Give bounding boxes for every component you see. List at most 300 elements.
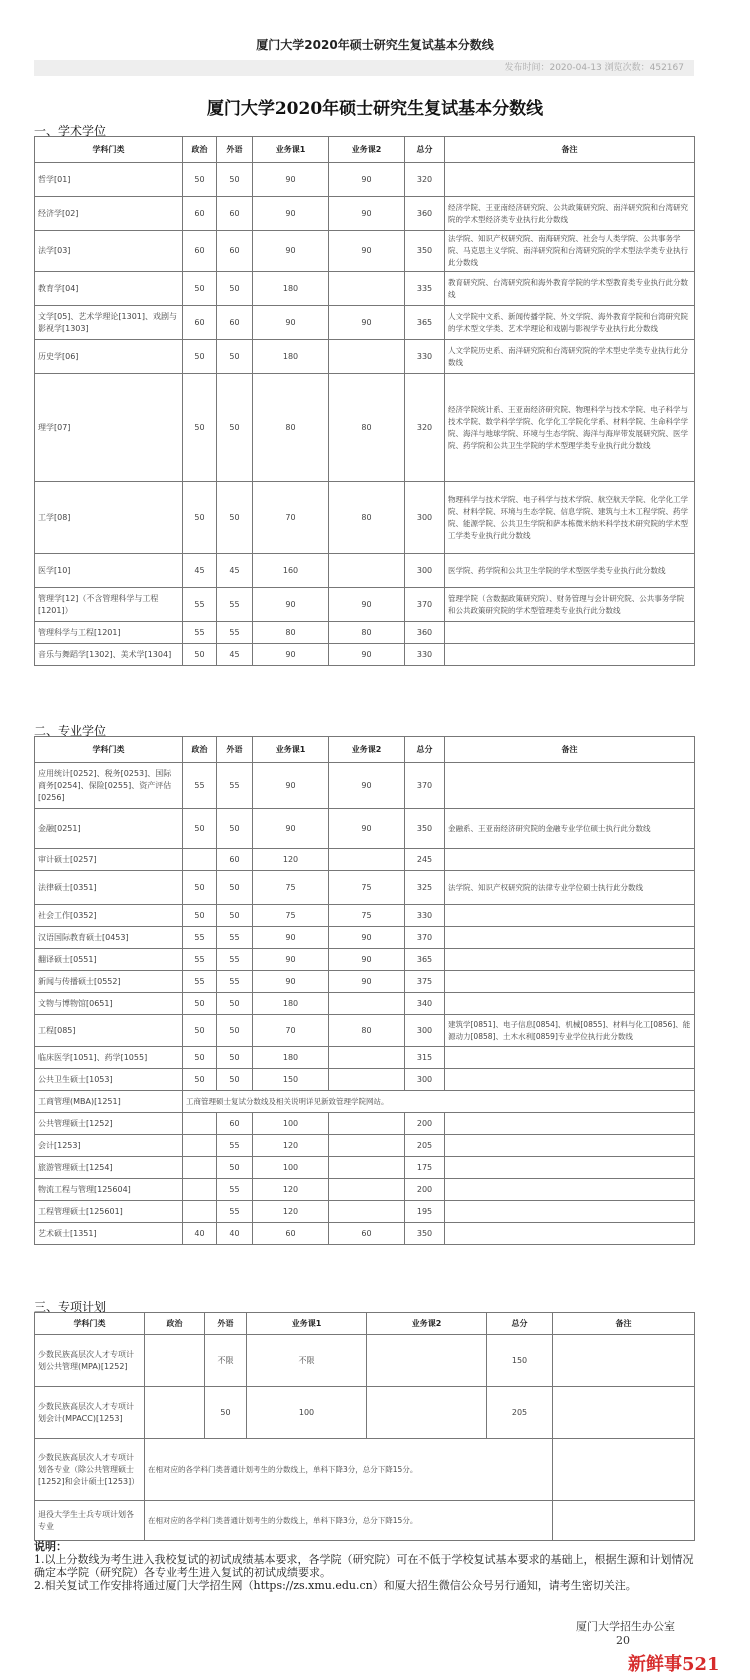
cell-total: 340 xyxy=(405,993,445,1015)
cell-course2: 90 xyxy=(329,306,405,340)
cell-language: 50 xyxy=(217,163,253,197)
cell-subject: 审计硕士[0257] xyxy=(35,849,183,871)
cell-note xyxy=(445,763,695,809)
col-header: 外语 xyxy=(205,1313,247,1335)
cell-course2: 90 xyxy=(329,927,405,949)
col-header: 业务课1 xyxy=(253,737,329,763)
cell-total: 315 xyxy=(405,1047,445,1069)
cell-language: 55 xyxy=(217,1201,253,1223)
notes-label: 说明： xyxy=(34,1540,67,1553)
cell-politics: 50 xyxy=(183,993,217,1015)
table-row xyxy=(35,1015,695,1047)
cell-total: 375 xyxy=(405,971,445,993)
cell-language: 55 xyxy=(217,588,253,622)
cell-subject: 文物与博物馆[0651] xyxy=(35,993,183,1015)
cell-course1: 100 xyxy=(253,1157,329,1179)
cell-politics: 50 xyxy=(183,1069,217,1091)
cell-politics: 55 xyxy=(183,588,217,622)
cell-subject: 历史学[06] xyxy=(35,340,183,374)
table-row xyxy=(35,1223,695,1245)
cell-course1: 90 xyxy=(253,197,329,231)
table-row xyxy=(35,1387,695,1439)
table-row xyxy=(35,482,695,554)
cell-note: 医学院、药学院和公共卫生学院的学术型医学类专业执行此分数线 xyxy=(445,554,695,588)
cell-course2 xyxy=(329,272,405,306)
cell-total: 200 xyxy=(405,1113,445,1135)
cell-subject: 会计[1253] xyxy=(35,1135,183,1157)
cell-course1: 90 xyxy=(253,306,329,340)
cell-merged-note: 工商管理硕士复试分数线及相关说明详见新致管理学院网站。 xyxy=(183,1091,695,1113)
table-row xyxy=(35,1047,695,1069)
table-row xyxy=(35,1335,695,1387)
cell-politics xyxy=(183,1113,217,1135)
cell-course1: 180 xyxy=(253,993,329,1015)
col-header: 业务课2 xyxy=(329,137,405,163)
cell-subject: 少数民族高层次人才专项计划会计(MPACC)[1253] xyxy=(35,1387,145,1439)
publish-meta-bar xyxy=(34,60,694,76)
col-header: 外语 xyxy=(217,137,253,163)
table-row xyxy=(35,1439,695,1501)
col-header: 政治 xyxy=(183,137,217,163)
table-row xyxy=(35,1091,695,1113)
cell-language: 50 xyxy=(217,374,253,482)
cell-course2: 80 xyxy=(329,1015,405,1047)
cell-language: 50 xyxy=(217,340,253,374)
table-row xyxy=(35,809,695,849)
cell-politics: 50 xyxy=(183,482,217,554)
cell-subject: 管理科学与工程[1201] xyxy=(35,622,183,644)
cell-total: 325 xyxy=(405,871,445,905)
cell-course2 xyxy=(329,340,405,374)
cell-language: 50 xyxy=(217,272,253,306)
cell-subject: 退役大学生士兵专项计划各专业 xyxy=(35,1501,145,1541)
cell-subject: 经济学[02] xyxy=(35,197,183,231)
cell-subject: 工程管理硕士[125601] xyxy=(35,1201,183,1223)
cell-note xyxy=(445,949,695,971)
cell-total: 360 xyxy=(405,197,445,231)
cell-course1: 180 xyxy=(253,272,329,306)
col-header: 政治 xyxy=(145,1313,205,1335)
table-row xyxy=(35,971,695,993)
cell-course2: 90 xyxy=(329,763,405,809)
cell-course1: 70 xyxy=(253,1015,329,1047)
cell-total: 365 xyxy=(405,306,445,340)
cell-course1: 120 xyxy=(253,1135,329,1157)
cell-course1: 不限 xyxy=(247,1335,367,1387)
cell-note: 法学院、知识产权研究院、南海研究院、社会与人类学院、公共事务学院、马克思主义学院、南洋研究院和台湾研究院的学术型法学类专业执行此分数线 xyxy=(445,231,695,272)
table-row xyxy=(35,993,695,1015)
cell-note: 法学院、知识产权研究院的法律专业学位硕士执行此分数线 xyxy=(445,871,695,905)
cell-course1: 120 xyxy=(253,849,329,871)
cell-total: 150 xyxy=(487,1335,553,1387)
cell-language: 不限 xyxy=(205,1335,247,1387)
table-row xyxy=(35,306,695,340)
cell-course1: 90 xyxy=(253,644,329,666)
cell-politics: 50 xyxy=(183,905,217,927)
cell-politics: 60 xyxy=(183,197,217,231)
cell-course1: 100 xyxy=(247,1387,367,1439)
cell-politics: 55 xyxy=(183,763,217,809)
cell-note xyxy=(553,1501,695,1541)
cell-politics xyxy=(145,1335,205,1387)
cell-politics: 50 xyxy=(183,374,217,482)
cell-course2: 60 xyxy=(329,1223,405,1245)
cell-language: 50 xyxy=(217,1015,253,1047)
cell-language: 50 xyxy=(217,1047,253,1069)
cell-note xyxy=(553,1387,695,1439)
cell-language: 50 xyxy=(217,1069,253,1091)
cell-total: 350 xyxy=(405,231,445,272)
table-row xyxy=(35,622,695,644)
cell-politics: 50 xyxy=(183,1015,217,1047)
cell-subject: 新闻与传播硕士[0552] xyxy=(35,971,183,993)
cell-course2 xyxy=(329,1135,405,1157)
cell-subject: 旅游管理硕士[1254] xyxy=(35,1157,183,1179)
cell-note xyxy=(445,971,695,993)
table-row xyxy=(35,849,695,871)
document-title: 厦门大学2020年硕士研究生复试基本分数线 xyxy=(206,99,544,119)
cell-course2: 80 xyxy=(329,622,405,644)
cell-note xyxy=(445,1201,695,1223)
cell-total: 330 xyxy=(405,644,445,666)
cell-politics: 55 xyxy=(183,927,217,949)
cell-note: 经济学院统计系、王亚南经济研究院、物理科学与技术学院、电子科学与技术学院、数学科学学院、化学化工学院化学系、材料学院、生命科学学院、海洋与地球学院、环境与生态学院、海洋与海岸带发展研究院、医学院、药学院和公共卫生学院的学术型理学类专业执行此分数线 xyxy=(445,374,695,482)
cell-course2 xyxy=(329,1179,405,1201)
cell-politics: 50 xyxy=(183,272,217,306)
cell-course1: 90 xyxy=(253,231,329,272)
col-header: 业务课2 xyxy=(329,737,405,763)
cell-total: 320 xyxy=(405,163,445,197)
cell-politics: 60 xyxy=(183,306,217,340)
cell-total: 370 xyxy=(405,763,445,809)
cell-total: 370 xyxy=(405,927,445,949)
cell-total: 370 xyxy=(405,588,445,622)
cell-language: 60 xyxy=(217,1113,253,1135)
cell-total: 300 xyxy=(405,1015,445,1047)
cell-total: 300 xyxy=(405,554,445,588)
cell-course1: 80 xyxy=(253,374,329,482)
cell-language: 45 xyxy=(217,644,253,666)
cell-course2 xyxy=(329,849,405,871)
cell-note: 教育研究院、台湾研究院和海外教育学院的学术型教育类专业执行此分数线 xyxy=(445,272,695,306)
cell-total: 335 xyxy=(405,272,445,306)
cell-course1: 80 xyxy=(253,622,329,644)
cell-course1: 90 xyxy=(253,971,329,993)
cell-language: 50 xyxy=(217,905,253,927)
watermark: 新鲜事521 xyxy=(628,1654,720,1675)
cell-language: 60 xyxy=(217,231,253,272)
cell-language: 55 xyxy=(217,622,253,644)
cell-subject: 艺术硕士[1351] xyxy=(35,1223,183,1245)
cell-politics: 45 xyxy=(183,554,217,588)
cell-subject: 理学[07] xyxy=(35,374,183,482)
cell-note xyxy=(445,1069,695,1091)
table-row xyxy=(35,197,695,231)
cell-subject: 公共卫生硕士[1053] xyxy=(35,1069,183,1091)
cell-course2: 80 xyxy=(329,482,405,554)
cell-subject: 公共管理硕士[1252] xyxy=(35,1113,183,1135)
cell-subject: 社会工作[0352] xyxy=(35,905,183,927)
cell-course1: 90 xyxy=(253,588,329,622)
cell-politics: 55 xyxy=(183,971,217,993)
col-header: 备注 xyxy=(445,137,695,163)
cell-language: 50 xyxy=(217,871,253,905)
cell-course1: 90 xyxy=(253,927,329,949)
cell-politics xyxy=(183,1179,217,1201)
cell-course1: 75 xyxy=(253,871,329,905)
cell-note xyxy=(445,1113,695,1135)
cell-note: 金融系、王亚南经济研究院的金融专业学位硕士执行此分数线 xyxy=(445,809,695,849)
cell-total: 200 xyxy=(405,1179,445,1201)
cell-note xyxy=(553,1439,695,1501)
col-header: 业务课1 xyxy=(253,137,329,163)
cell-note xyxy=(445,1135,695,1157)
col-header: 外语 xyxy=(217,737,253,763)
cell-language: 50 xyxy=(217,1157,253,1179)
notes-line-2: 2.相关复试工作安排将通过厦门大学招生网（https://zs.xmu.edu.cn）和厦大招生微信公众号另行通知，请考生密切关注。 xyxy=(34,1579,637,1592)
cell-course1: 160 xyxy=(253,554,329,588)
col-header: 总分 xyxy=(405,137,445,163)
cell-total: 245 xyxy=(405,849,445,871)
cell-politics xyxy=(183,1157,217,1179)
table-row xyxy=(35,905,695,927)
table-row xyxy=(35,1113,695,1135)
cell-course1: 120 xyxy=(253,1201,329,1223)
cell-course2 xyxy=(367,1387,487,1439)
cell-politics xyxy=(145,1387,205,1439)
cell-course1: 180 xyxy=(253,1047,329,1069)
cell-language: 55 xyxy=(217,949,253,971)
table-row xyxy=(35,763,695,809)
cell-subject: 管理学[12]（不含管理科学与工程[1201]） xyxy=(35,588,183,622)
table-row xyxy=(35,644,695,666)
cell-language: 55 xyxy=(217,1135,253,1157)
cell-course2: 90 xyxy=(329,163,405,197)
cell-subject: 音乐与舞蹈学[1302]、美术学[1304] xyxy=(35,644,183,666)
cell-note: 物理科学与技术学院、电子科学与技术学院、航空航天学院、化学化工学院、材料学院、环境与生态学院、信息学院、建筑与土木工程学院、药学院、能源学院、公共卫生学院和萨本栋微米纳米科学技术研究院的学术型工学类专业执行此分数线 xyxy=(445,482,695,554)
cell-note: 人文学院中文系、新闻传播学院、外文学院、海外教育学院和台湾研究院的学术型文学类、艺术学理论和戏剧与影视学专业执行此分数线 xyxy=(445,306,695,340)
cell-course2: 90 xyxy=(329,231,405,272)
cell-total: 320 xyxy=(405,374,445,482)
cell-total: 360 xyxy=(405,622,445,644)
cell-total: 350 xyxy=(405,809,445,849)
cell-subject: 翻译硕士[0551] xyxy=(35,949,183,971)
cell-note xyxy=(445,1157,695,1179)
cell-politics: 60 xyxy=(183,231,217,272)
cell-total: 300 xyxy=(405,482,445,554)
cell-course1: 75 xyxy=(253,905,329,927)
col-header: 学科门类 xyxy=(35,137,183,163)
cell-note xyxy=(445,1223,695,1245)
cell-total: 350 xyxy=(405,1223,445,1245)
cell-politics: 55 xyxy=(183,622,217,644)
cell-total: 365 xyxy=(405,949,445,971)
table-header-row xyxy=(35,1313,695,1335)
table-row xyxy=(35,374,695,482)
section-title-professional: 二、专业学位 xyxy=(34,724,107,738)
cell-note xyxy=(445,927,695,949)
cell-course1: 90 xyxy=(253,949,329,971)
table-row xyxy=(35,1201,695,1223)
notes-line-1: 1.以上分数线为考生进入我校复试的初试成绩基本要求，各学院（研究院）可在不低于学校复试基本要求的基础上，根据生源和计划情况确定本学院（研究院）各专业考生进入复试的初试成绩要求。 xyxy=(34,1553,694,1579)
cell-note xyxy=(445,163,695,197)
cell-language: 50 xyxy=(205,1387,247,1439)
notes-block xyxy=(34,1540,704,1592)
table-header-row xyxy=(35,137,695,163)
cell-total: 175 xyxy=(405,1157,445,1179)
table-row xyxy=(35,231,695,272)
table-row xyxy=(35,1069,695,1091)
cell-note xyxy=(445,993,695,1015)
table-row xyxy=(35,1135,695,1157)
cell-course1: 120 xyxy=(253,1179,329,1201)
table-row xyxy=(35,340,695,374)
cell-course2: 90 xyxy=(329,644,405,666)
section-title-academic: 一、学术学位 xyxy=(34,124,107,138)
col-header: 学科门类 xyxy=(35,1313,145,1335)
section-title-special: 三、专项计划 xyxy=(34,1300,107,1314)
cell-subject: 少数民族高层次人才专项计划各专业（除公共管理硕士[1252]和会计硕士[1253]） xyxy=(35,1439,145,1501)
special-plan-table xyxy=(34,1312,695,1541)
cell-total: 330 xyxy=(405,905,445,927)
cell-course1: 90 xyxy=(253,809,329,849)
cell-subject: 少数民族高层次人才专项计划公共管理(MPA)[1252] xyxy=(35,1335,145,1387)
cell-course2 xyxy=(329,1047,405,1069)
cell-note xyxy=(445,1179,695,1201)
cell-course1: 90 xyxy=(253,763,329,809)
cell-note xyxy=(553,1335,695,1387)
cell-subject: 医学[10] xyxy=(35,554,183,588)
cell-subject: 法律硕士[0351] xyxy=(35,871,183,905)
cell-course2 xyxy=(367,1335,487,1387)
cell-note xyxy=(445,1047,695,1069)
cell-course2 xyxy=(329,1157,405,1179)
cell-language: 60 xyxy=(217,849,253,871)
cell-politics: 50 xyxy=(183,1047,217,1069)
cell-total: 330 xyxy=(405,340,445,374)
cell-course2: 75 xyxy=(329,871,405,905)
cell-language: 50 xyxy=(217,482,253,554)
col-header: 业务课2 xyxy=(367,1313,487,1335)
cell-course1: 90 xyxy=(253,163,329,197)
table-row xyxy=(35,949,695,971)
cell-merged-note: 在相对应的各学科门类普通计划考生的分数线上，单科下降3分，总分下降15分。 xyxy=(145,1501,553,1541)
cell-total: 195 xyxy=(405,1201,445,1223)
cell-course2: 90 xyxy=(329,971,405,993)
signature-date: 20 xyxy=(616,1634,630,1647)
cell-note xyxy=(445,644,695,666)
cell-language: 60 xyxy=(217,306,253,340)
cell-course2: 90 xyxy=(329,809,405,849)
cell-subject: 金融[0251] xyxy=(35,809,183,849)
cell-politics xyxy=(183,1135,217,1157)
cell-language: 55 xyxy=(217,1179,253,1201)
cell-language: 50 xyxy=(217,993,253,1015)
cell-subject: 工商管理(MBA)[1251] xyxy=(35,1091,183,1113)
cell-politics: 50 xyxy=(183,644,217,666)
cell-subject: 临床医学[1051]、药学[1055] xyxy=(35,1047,183,1069)
cell-course2: 75 xyxy=(329,905,405,927)
cell-course1: 60 xyxy=(253,1223,329,1245)
cell-total: 205 xyxy=(405,1135,445,1157)
col-header: 政治 xyxy=(183,737,217,763)
cell-politics xyxy=(183,1201,217,1223)
cell-subject: 工程[085] xyxy=(35,1015,183,1047)
cell-subject: 哲学[01] xyxy=(35,163,183,197)
cell-course1: 180 xyxy=(253,340,329,374)
cell-course2: 90 xyxy=(329,588,405,622)
cell-subject: 汉语国际教育硕士[0453] xyxy=(35,927,183,949)
cell-politics: 55 xyxy=(183,949,217,971)
cell-note: 管理学院（含数据政策研究院）、财务管理与会计研究院、公共事务学院和公共政策研究院的学术型管理类专业执行此分数线 xyxy=(445,588,695,622)
cell-course2: 80 xyxy=(329,374,405,482)
cell-politics: 50 xyxy=(183,871,217,905)
col-header: 总分 xyxy=(405,737,445,763)
cell-subject: 工学[08] xyxy=(35,482,183,554)
page-title: 厦门大学2020年硕士研究生复试基本分数线 xyxy=(256,38,494,52)
table-row xyxy=(35,588,695,622)
table-row xyxy=(35,1501,695,1541)
cell-language: 55 xyxy=(217,927,253,949)
cell-language: 40 xyxy=(217,1223,253,1245)
cell-course1: 150 xyxy=(253,1069,329,1091)
signature-block xyxy=(576,1620,675,1648)
table-row xyxy=(35,554,695,588)
cell-course1: 100 xyxy=(253,1113,329,1135)
table-row xyxy=(35,272,695,306)
table-header-row xyxy=(35,737,695,763)
cell-subject: 物流工程与管理[125604] xyxy=(35,1179,183,1201)
col-header: 备注 xyxy=(553,1313,695,1335)
cell-merged-note: 在相对应的各学科门类普通计划考生的分数线上，单科下降3分，总分下降15分。 xyxy=(145,1439,553,1501)
table-row xyxy=(35,163,695,197)
col-header: 业务课1 xyxy=(247,1313,367,1335)
table-row xyxy=(35,1157,695,1179)
cell-subject: 法学[03] xyxy=(35,231,183,272)
cell-subject: 教育学[04] xyxy=(35,272,183,306)
cell-course2 xyxy=(329,1113,405,1135)
cell-course2 xyxy=(329,1201,405,1223)
cell-note xyxy=(445,905,695,927)
cell-note: 建筑学[0851]、电子信息[0854]、机械[0855]、材料与化工[0856]、能源动力[0858]、土木水利[0859]专业学位执行此分数线 xyxy=(445,1015,695,1047)
cell-course1: 70 xyxy=(253,482,329,554)
cell-total: 300 xyxy=(405,1069,445,1091)
cell-subject: 应用统计[0252]、税务[0253]、国际商务[0254]、保险[0255]、资产评估[0256] xyxy=(35,763,183,809)
cell-language: 45 xyxy=(217,554,253,588)
cell-course2: 90 xyxy=(329,949,405,971)
table-row xyxy=(35,871,695,905)
cell-note: 经济学院、王亚南经济研究院、公共政策研究院、南洋研究院和台湾研究院的学术型经济类专业执行此分数线 xyxy=(445,197,695,231)
cell-course2 xyxy=(329,1069,405,1091)
cell-language: 60 xyxy=(217,197,253,231)
cell-politics xyxy=(183,849,217,871)
col-header: 备注 xyxy=(445,737,695,763)
professional-degree-table xyxy=(34,736,695,1245)
col-header: 学科门类 xyxy=(35,737,183,763)
cell-language: 55 xyxy=(217,763,253,809)
cell-note xyxy=(445,849,695,871)
cell-language: 55 xyxy=(217,971,253,993)
table-row xyxy=(35,927,695,949)
cell-language: 50 xyxy=(217,809,253,849)
signature-org: 厦门大学招生办公室 xyxy=(576,1620,675,1633)
cell-note: 人文学院历史系、南洋研究院和台湾研究院的学术型史学类专业执行此分数线 xyxy=(445,340,695,374)
cell-note xyxy=(445,622,695,644)
academic-degree-table xyxy=(34,136,695,666)
publish-meta: 发布时间：2020-04-13 浏览次数：452167 xyxy=(504,63,684,73)
cell-politics: 50 xyxy=(183,809,217,849)
cell-politics: 50 xyxy=(183,340,217,374)
